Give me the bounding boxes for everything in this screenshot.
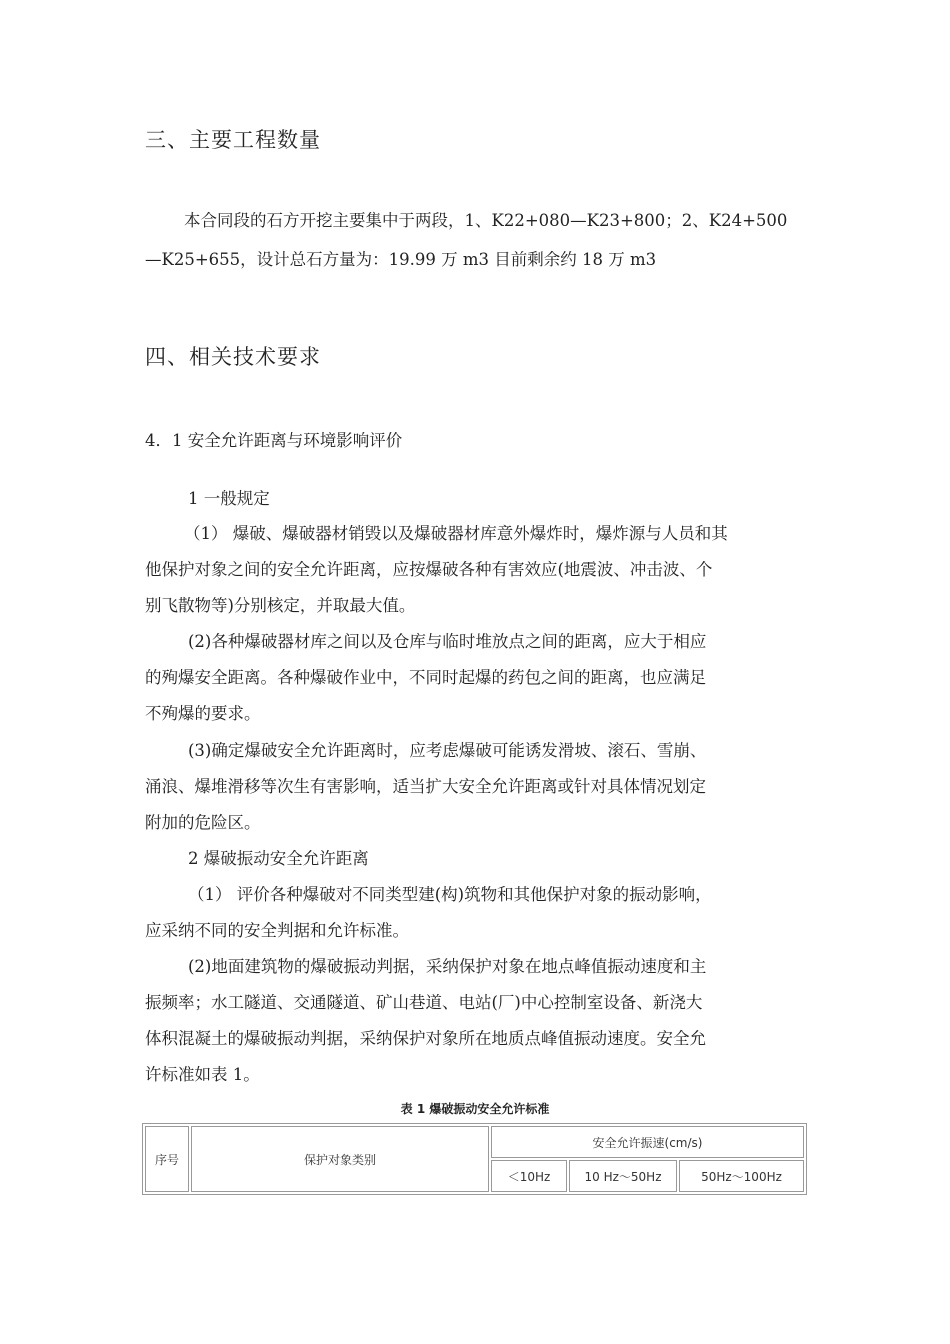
table-header-row	[145, 1126, 804, 1158]
subheader-cell: ＜10Hz	[491, 1160, 567, 1192]
table-caption: 表 1 爆破振动安全允许标准	[400, 1102, 550, 1116]
paragraph-line: 不殉爆的要求。	[145, 704, 261, 723]
paragraph-line: (2)各种爆破器材库之间以及仓库与临时堆放点之间的距离，应大于相应	[188, 632, 707, 651]
subheader-cell: 10 Hz～50Hz	[569, 1160, 677, 1192]
paragraph-line: 本合同段的石方开挖主要集中于两段，1、K22+080—K23+800；2、K24+500	[184, 211, 788, 230]
paragraph-line: 应采纳不同的安全判据和允许标准。	[145, 921, 409, 940]
header-cell-speed: 安全允许振速(cm/s)	[491, 1126, 804, 1158]
paragraph-line: 许标准如表 1。	[145, 1065, 260, 1084]
paragraph-line: 体积混凝土的爆破振动判据，采纳保护对象所在地质点峰值振动速度。安全允	[145, 1029, 706, 1048]
item-1-title: 1 一般规定	[188, 489, 270, 508]
subheader-cell: 50Hz～100Hz	[679, 1160, 804, 1192]
header-cell-no: 序号	[145, 1126, 189, 1192]
paragraph-line: 振频率；水工隧道、交通隧道、矿山巷道、电站(厂)中心控制室设备、新浇大	[145, 993, 703, 1012]
item-2-title: 2 爆破振动安全允许距离	[188, 849, 369, 868]
vibration-standard-table	[142, 1123, 807, 1195]
paragraph-line: —K25+655，设计总石方量为：19.99 万 m3 目前剩余约 18 万 m3	[145, 250, 657, 269]
section-4-heading: 四、相关技术要求	[145, 345, 321, 369]
paragraph-line: （1） 评价各种爆破对不同类型建(构)筑物和其他保护对象的振动影响，	[188, 885, 712, 904]
paragraph-line: 别飞散物等)分别核定，并取最大值。	[145, 596, 416, 615]
header-cell-object: 保护对象类别	[191, 1126, 489, 1192]
paragraph-line: 附加的危险区。	[145, 813, 261, 832]
subsection-heading: 4．1 安全允许距离与环境影响评价	[145, 431, 403, 450]
paragraph-line: 涌浪、爆堆滑移等次生有害影响，适当扩大安全允许距离或针对具体情况划定	[145, 777, 706, 796]
section-3-heading: 三、主要工程数量	[145, 128, 321, 152]
paragraph-line: (2)地面建筑物的爆破振动判据，采纳保护对象在地点峰值振动速度和主	[188, 957, 707, 976]
paragraph-line: 的殉爆安全距离。各种爆破作业中，不同时起爆的药包之间的距离，也应满足	[145, 668, 706, 687]
paragraph-line: (3)确定爆破安全允许距离时，应考虑爆破可能诱发滑坡、滚石、雪崩、	[188, 741, 707, 760]
paragraph-line: （1） 爆破、爆破器材销毁以及爆破器材库意外爆炸时，爆炸源与人员和其	[184, 524, 728, 543]
paragraph-line: 他保护对象之间的安全允许距离，应按爆破各种有害效应(地震波、冲击波、个	[145, 560, 713, 579]
